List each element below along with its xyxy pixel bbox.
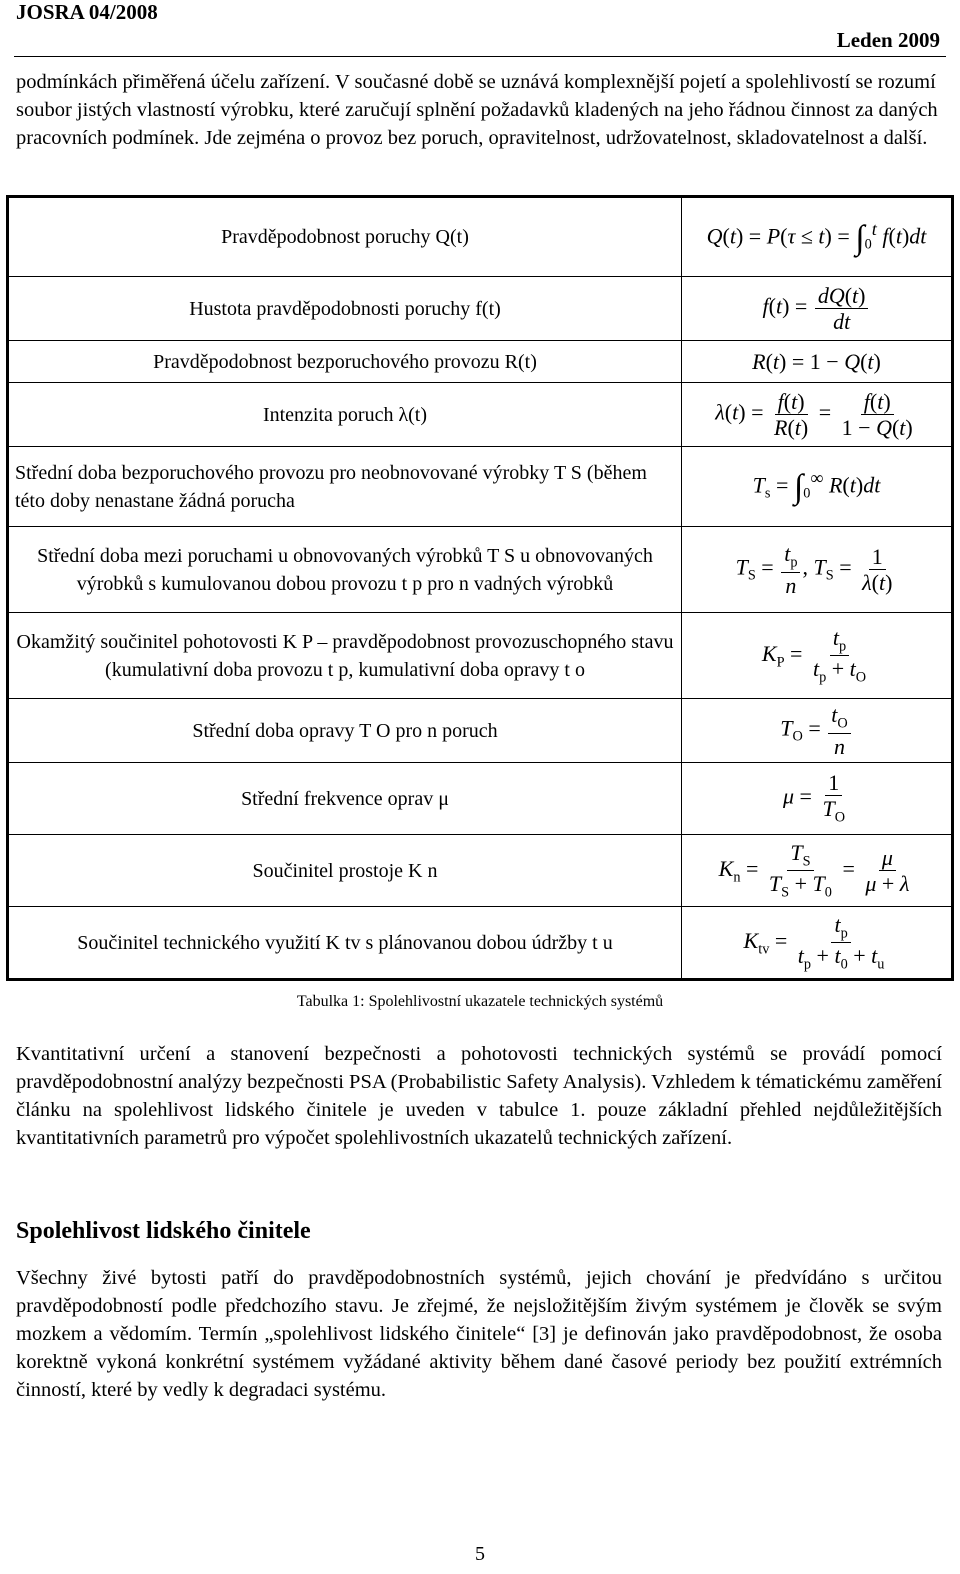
formula-q: $Q(t) = P(\tau \le t) = \int_0^t$ f(t)dt: [682, 197, 953, 277]
formula-ktv: $K_{tv}$ = $\frac{t_p}{t_p + t_0 + t_u}$: [682, 907, 953, 980]
formula-r: R(t) = 1 − Q(t): [682, 341, 953, 383]
row-label: Pravděpodobnost bezporuchového provozu R(t): [8, 341, 682, 383]
section-heading: Spolehlivost lidského činitele: [16, 1218, 311, 1244]
page-number: 5: [475, 1543, 485, 1565]
row-label: Součinitel prostoje K n: [8, 835, 682, 907]
row-label: Intenzita poruch λ(t): [8, 383, 682, 447]
formula-ts: $T_s = \int_0^\infty$ R(t)dt: [682, 447, 953, 527]
row-label: Střední doba mezi poruchami u obnovovaných výrobků T S u obnovovaných výrobků s kumulovanou dobou provozu t p pro n vadných výrobků: [8, 527, 682, 613]
row-label: Střední frekvence oprav μ: [8, 763, 682, 835]
row-label: Střední doba bezporuchového provozu pro neobnovované výrobky T S (během této doby nenastane žádná porucha: [8, 447, 682, 527]
row-label: Okamžitý součinitel pohotovosti K P – pravděpodobnost provozuschopného stavu (kumulativní doba provozu t p, kumulativní doba opravy t o: [8, 613, 682, 699]
header-rule: [14, 56, 946, 57]
journal-title: JOSRA 04/2008: [16, 0, 158, 24]
formula-kn: $K_n$ = $\frac{T_S}{T_S + T_0}$ = $\frac{\mu}{\mu + \lambda}$: [682, 835, 953, 907]
formula-kp: $K_P$ = $\frac{t_p}{t_p + t_O}$: [682, 613, 953, 699]
row-label: Hustota pravděpodobnosti poruchy f(t): [8, 277, 682, 341]
row-label: Součinitel technického využití K tv s plánovanou dobou údržby t u: [8, 907, 682, 980]
table-caption: Tabulka 1: Spolehlivostní ukazatele technických systémů: [296, 993, 664, 1010]
intro-paragraph: podmínkách přiměřená účelu zařízení. V současné době se uznává komplexnější pojetí a spolehlivostí se rozumí soubor jistých vlastností výrobku, které zaručují splnění požadavků kladených na jeho řádnou činnost za daných pracovních podmínek. Jde zejména o provoz bez poruch, opravitelnost, udržovatelnost, skladovatelnost a další.: [16, 71, 938, 149]
formula-mu: μ = $\frac{1}{T_O}$: [682, 763, 953, 835]
formula-lambda: λ(t) = $\frac{f(t)}{R(t)}$ = $\frac{f(t)}{1 - Q(t)}$: [682, 383, 953, 447]
formula-to: $T_O$ = $\frac{t_O}{n}$: [682, 699, 953, 763]
body-paragraph: Všechny živé bytosti patří do pravděpodobnostních systémů, jejich chování je předvídáno s určitou pravděpodobností podle předchozího stavu. Je zřejmé, že nejsložitějším živým systémem je člověk se svým mozkem a vědomím. Termín „spolehlivost lidského činitele“ [3] je definován jako pravděpodobnost, že osoba korektně vykoná konkrétní systémem vyžádané aktivity během dané časové periody bez použití extrémních činností, které by vedly k degradaci systému.: [16, 1267, 942, 1401]
row-label: Střední doba opravy T O pro n poruch: [8, 699, 682, 763]
formula-f: f(t) = $\frac{dQ(t)}{dt}$: [682, 277, 953, 341]
body-paragraph: Kvantitativní určení a stanovení bezpečnosti a pohotovosti technických systémů se provádí pomocí pravděpodobnostní analýzy bezpečnosti PSA (Probabilistic Safety Analysis). Vzhledem k tématickému zaměření článku na spolehlivost lidského činitele je uveden v tabulce 1. pouze základní přehled nejdůležitějších kvantitativních parametrů pro výpočet spolehlivostních ukazatelů technických zařízení.: [16, 1043, 942, 1149]
row-label: Pravděpodobnost poruchy Q(t): [8, 197, 682, 277]
reliability-table: [6, 195, 954, 981]
formula-ts-renewable: $T_S$ = $\frac{t_p}{n}$ , $T_S$ = $\frac{1}{\lambda(t)}$: [682, 527, 953, 613]
issue-date: Leden 2009: [836, 28, 940, 52]
